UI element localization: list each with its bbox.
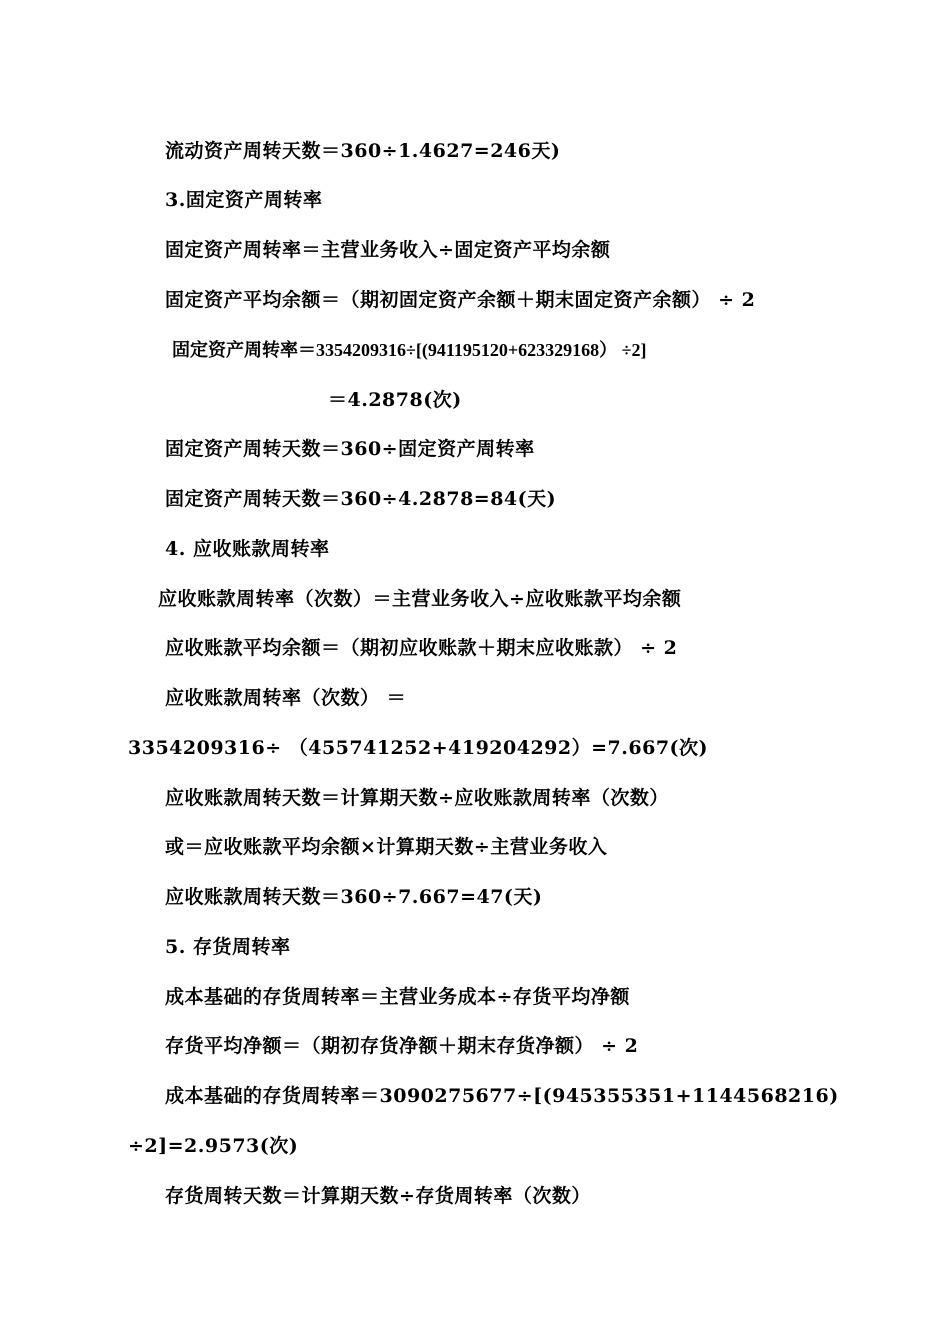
- section-heading: 4. 应收账款周转率: [165, 538, 330, 560]
- text-line: 固定资产周转率＝3354209316÷[(941195120+623329168） ÷2]: [172, 340, 647, 360]
- text-line: 应收账款周转率（次数） ＝: [165, 687, 407, 709]
- text-line: 成本基础的存货周转率＝主营业务成本÷存货平均净额: [165, 986, 630, 1008]
- section-heading: 3.固定资产周转率: [165, 189, 323, 211]
- text-line: ＝4.2878(次): [328, 389, 462, 411]
- text-line: 应收账款周转天数＝360÷7.667=47(天): [165, 886, 543, 908]
- text-line: 流动资产周转天数＝360÷1.4627=246天): [165, 140, 561, 162]
- text-line: 固定资产周转率＝主营业务收入÷固定资产平均余额: [165, 239, 611, 261]
- text-line: ÷2]=2.9573(次): [128, 1135, 299, 1157]
- text-line: 存货平均净额＝（期初存货净额＋期末存货净额） ÷ 2: [165, 1035, 639, 1057]
- text-line: 应收账款周转率（次数）＝主营业务收入÷应收账款平均余额: [158, 588, 682, 610]
- text-line: 存货周转天数＝计算期天数÷存货周转率（次数）: [165, 1185, 591, 1207]
- text-line: 应收账款周转天数＝计算期天数÷应收账款周转率（次数）: [165, 787, 669, 809]
- text-line: 固定资产周转天数＝360÷固定资产周转率: [165, 438, 535, 460]
- text-line: 固定资产平均余额＝（期初固定资产余额＋期末固定资产余额） ÷ 2: [165, 289, 756, 311]
- text-line: 固定资产周转天数＝360÷4.2878=84(天): [165, 488, 557, 510]
- text-line: 成本基础的存货周转率＝3090275677÷[(945355351+1144568216): [165, 1085, 839, 1107]
- text-line: 或＝应收账款平均余额×计算期天数÷主营业务收入: [165, 836, 608, 858]
- text-line: 应收账款平均余额＝（期初应收账款＋期末应收账款） ÷ 2: [165, 637, 678, 659]
- section-heading: 5. 存货周转率: [165, 936, 291, 958]
- text-line: 3354209316÷ （455741252+419204292）=7.667(次): [128, 737, 709, 759]
